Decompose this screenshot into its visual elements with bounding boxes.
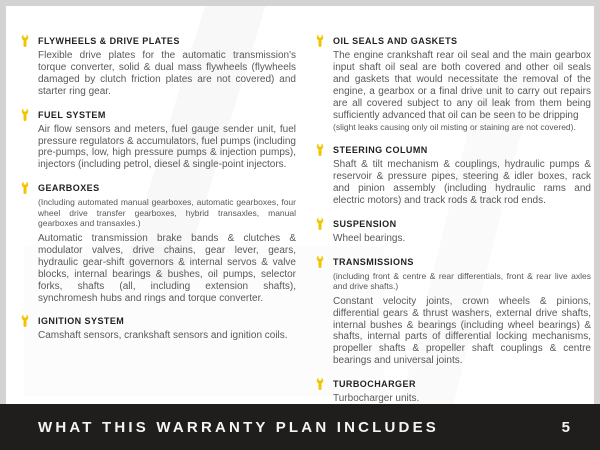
section-turbocharger <box>315 379 591 404</box>
section-flywheels-drive-plates <box>20 36 296 98</box>
section-suspension <box>315 219 591 245</box>
section-paragraph: Constant velocity joints, crown wheels & pinions, differential gears & thrust washers, external drive shafts, internal bushes & bearings (including wheel bearings) & shafts, internal parts of differential locking mechanisms, propeller shafts & propeller shaft couplings & centre bearings and universal joints. <box>333 295 591 367</box>
section-paragraph: (slight leaks causing only oil misting or staining are not covered). <box>333 122 576 133</box>
section-paragraph: Shaft & tilt mechanism & couplings, hydraulic pumps & reservoir & pressure pipes, steering & idler boxes, rack and pinion assembly (including hydraulic rams and electric motors) and track rods & track rod ends. <box>333 159 591 206</box>
section-heading: FLYWHEELS & DRIVE PLATES <box>38 36 180 46</box>
section-ignition-system <box>20 316 296 342</box>
section-paragraph: Camshaft sensors, crankshaft sensors and ignition coils. <box>38 330 288 342</box>
right-column <box>315 36 591 404</box>
section-heading: STEERING COLUMN <box>333 145 428 156</box>
section-heading: OIL SEALS AND GASKETS <box>333 36 458 46</box>
page-number: 5 <box>561 418 570 436</box>
section-paragraph: Air flow sensors and meters, fuel gauge sender unit, fuel pressure regulators & accumulators, fuel pumps (including pre-pumps, low, high pressure pumps & injection pumps), injectors (including petrol, diesel & single-point injectors. <box>38 123 296 171</box>
section-transmissions <box>315 257 591 368</box>
section-heading: TURBOCHARGER <box>333 379 416 390</box>
footer-title: WHAT THIS WARRANTY PLAN INCLUDES <box>38 418 440 436</box>
section-heading: IGNITION SYSTEM <box>38 316 125 327</box>
section-paragraph: (including front & centre & rear differentials, front & rear live axles and drive shafts.) <box>333 270 591 292</box>
section-oil-seals-and-gaskets <box>315 36 591 133</box>
section-heading: FUEL SYSTEM <box>38 109 106 120</box>
section-paragraph: Wheel bearings. <box>333 232 406 244</box>
page-body <box>6 6 594 404</box>
section-paragraph: (Including automated manual gearboxes, automatic gearboxes, four wheel drive transfer gearboxes, hybrid transaxles, manual gearboxes and transaxles.) <box>38 197 296 229</box>
section-fuel-system <box>20 110 296 172</box>
left-column <box>20 36 296 354</box>
section-paragraph: Automatic transmission brake bands & clutches & modulator valves, drive chains, gear lever, gears, hydraulic gear-shift governors & internal servos & valve blocks, internal bearings & bushes, oil pumps, selector forks, shafts (all, including extension shafts), synchromesh hubs and rings and torque converter. <box>38 233 296 304</box>
section-heading: SUSPENSION <box>333 218 397 229</box>
section-steering-column <box>315 145 591 207</box>
section-gearboxes <box>20 183 296 304</box>
section-heading: TRANSMISSIONS <box>333 256 414 267</box>
footer-bar <box>0 404 600 450</box>
section-paragraph: The engine crankshaft rear oil seal and the main gearbox input shaft oil seal are both covered and other oil seals and gaskets that would necessitate the removal of the engine, a gearbox or a final drive unit to carry out repairs are all covered subject to any oil leak from them being sufficiently advanced that oil can be seen to be dripping <box>333 50 591 121</box>
section-heading: GEARBOXES <box>38 183 100 194</box>
section-paragraph: Turbocharger units. <box>333 393 420 404</box>
section-paragraph: Flexible drive plates for the automatic transmission's torque converter, solid & dual mass flywheels (flywheels damaged by clutch friction plates are not covered) and starter ring gear. <box>38 50 296 97</box>
